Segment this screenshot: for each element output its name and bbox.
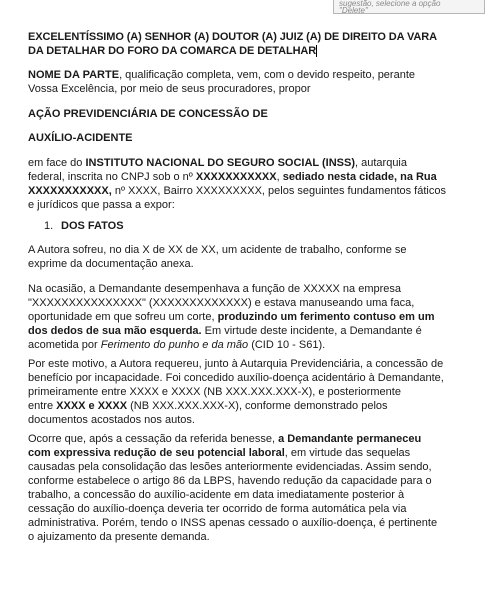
comment-text-line2: "Delete" xyxy=(339,6,368,14)
party-paragraph: NOME DA PARTE, qualificação completa, vem, com o devido respeito, perante Vossa Excelência, por meio de seus procuradores, propor xyxy=(28,69,415,95)
action-title-line1: AÇÃO PREVIDENCIÁRIA DE CONCESSÃO DE xyxy=(28,108,268,120)
action-title-line2: AUXÍLIO-ACIDENTE xyxy=(28,132,133,144)
court-header-line2: DA DETALHAR DO FORO DA COMARCA DE DETALHAR xyxy=(28,45,317,57)
court-header-line1: EXCELENTÍSSIMO (A) SENHOR (A) DOUTOR (A) JUIZ (A) DE DIREITO DA VARA xyxy=(28,31,437,43)
defendant-paragraph: em face do INSTITUTO NACIONAL DO SEGURO SOCIAL (INSS), autarquia federal, inscrita no CNPJ sob o nº XXXXXXXXXXX, sediado nesta cidade, na Rua XXXXXXXXXXX, nº XXXX, Bairro XXXXXXXXX, pelos seguintes fundamentos fáticos e jurídicos que passa a expor: xyxy=(28,157,446,211)
facts-paragraph-3: Por este motivo, a Autora requereu, junto à Autarquia Previdenciária, a concessão de benefício por incapacidade. Foi concedido auxílio-doença acidentário à Demandante, primeiramente entre XXXX e XXXX (NB XXX.XXX.XXX-X), e posteriormente entre XXXX e XXXX (NB XXX.XXX.XXX-X), conforme demonstrado pelos documentos acostados nos autos. xyxy=(28,358,444,426)
facts-paragraph-2: Na ocasião, a Demandante desempenhava a função de XXXXX na empresa "XXXXXXXXXXXXXXX" (XXXXXXXXXXXXX) e estava manuseando uma faca, oportunidade em que sofreu um corte, produzindo um ferimento contuso em um dos dedos de sua mão esquerda. Em virtude deste incidente, a Demandante é acometida por Ferimento do punho e da mão (CID 10 - S61). xyxy=(28,283,435,351)
facts-paragraph-1: A Autora sofreu, no dia X de XX de XX, um acidente de trabalho, conforme se exprime da documentação anexa. xyxy=(28,244,407,270)
party-name: NOME DA PARTE xyxy=(28,69,120,81)
court-header xyxy=(28,30,454,58)
section-number: 1. xyxy=(44,220,54,232)
section-title: DOS FATOS xyxy=(61,220,124,232)
facts-paragraph-4: Ocorre que, após a cessação da referida benesse, a Demandante permaneceu com expressiva redução de seu potencial laboral, em virtude das sequelas causadas pela consolidação das lesões anteriormente evidenciadas. Assim sendo, conforme estabelece o artigo 86 da LBPS, havendo redução da capacidade para o trabalho, a concessão do auxílio-acidente em data imediatamente posterior à cessação do auxílio-doença deveria ter ocorrido de forma automática pela via administrativa. Porém, tendo o INSS apenas cessado o auxílio-doença, é pertinente o ajuizamento da presente demanda. xyxy=(28,433,438,543)
comment-text-line1: sugestão, selecione a opção xyxy=(339,0,441,8)
